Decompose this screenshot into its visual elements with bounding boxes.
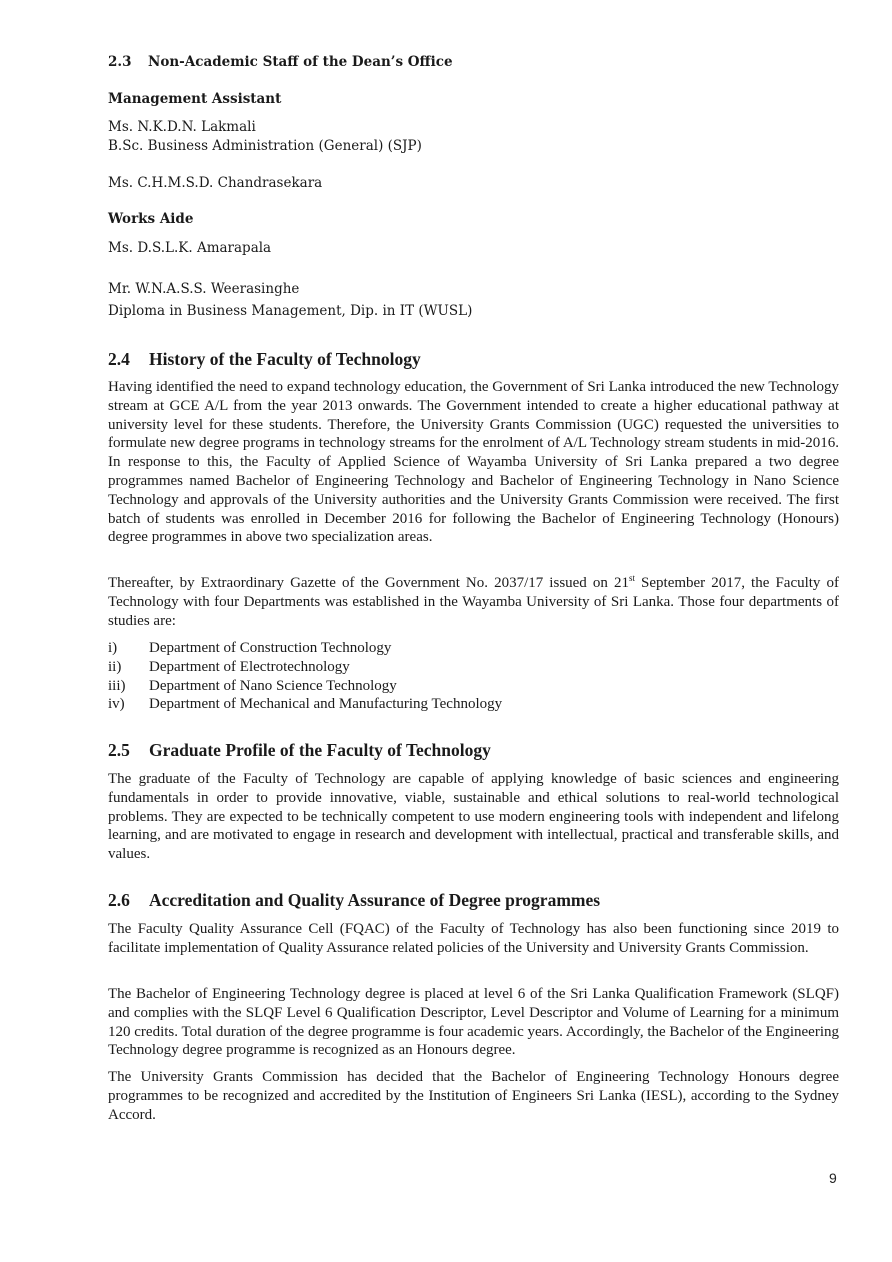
section-2-6-heading [108, 890, 839, 911]
section-2-4-heading [108, 349, 839, 370]
staff-name: Ms. D.S.L.K. Amarapala [108, 240, 272, 256]
section-title: Non-Academic Staff of the Dean’s Office [148, 54, 453, 70]
accreditation-paragraph-2: The Bachelor of Engineering Technology degree is placed at level 6 of the Sri Lanka Qualification Framework (SLQF) and complies with the SLQF Level 6 Qualification Descriptor, Level Descriptor and Volume of Learning for a minimum 120 credits. Total duration of the degree programme is four academic years. Accordingly, the Bachelor of the Engineering Technology degree programme is recognized as an Honours degree. [108, 986, 839, 1059]
section-title: Graduate Profile of the Faculty of Technology [149, 740, 491, 760]
list-item: iv) Department of Mechanical and Manufacturing Technology [108, 696, 503, 713]
history-paragraph-2: Thereafter, by Extraordinary Gazette of the Government No. 2037/17 issued on 21st September 2017, the Faculty of Technology with four Departments was established in the Wayamba University of Sri Lanka. Those four departments of studies are: [108, 573, 839, 629]
section-number: 2.3 [108, 54, 132, 70]
list-item: i) Department of Construction Technology [108, 640, 392, 656]
list-item: iii) Department of Nano Science Technology [108, 677, 397, 694]
staff-name: Ms. C.H.M.S.D. Chandrasekara [108, 175, 323, 191]
section-2-3-heading [108, 54, 839, 70]
staff-qualification: Diploma in Business Management, Dip. in IT (WUSL) [108, 303, 473, 319]
section-number: 2.4 [108, 349, 130, 369]
page-number: 9 [829, 1170, 837, 1186]
section-number: 2.5 [108, 740, 130, 760]
staff-qualification: B.Sc. Business Administration (General) (SJP) [108, 138, 422, 154]
section-title: History of the Faculty of Technology [149, 349, 421, 369]
history-paragraph-1: Having identified the need to expand technology education, the Government of Sri Lanka introduced the new Technology stream at GCE A/L from the year 2013 onwards. The Government intended to create a higher educational pathway at university level for these students. Therefore, the University Grants Commission (UGC) requested the universities to formulate new degree programs in technology streams for the enrolment of A/L Technology stream students in mid-2016. In response to this, the Faculty of Applied Science of Wayamba University of Sri Lanka prepared a two degree programmes named Bachelor of Engineering Technology and Bachelor of Engineering Technology in Nano Science Technology and approvals of the University authorities and the University Grants Commission were received. The first batch of students was enrolled in December 2016 for following the Bachelor of Engineering Technology (Honours) degree programmes in above two specialization areas. [108, 379, 839, 546]
role-heading-works-aide: Works Aide [108, 211, 194, 227]
accreditation-paragraph-1: The Faculty Quality Assurance Cell (FQAC) of the Faculty of Technology has also been functioning since 2019 to facilitate implementation of Quality Assurance related policies of the University and University Grants Commission. [108, 921, 839, 956]
list-item: ii) Department of Electrotechnology [108, 658, 350, 675]
section-title: Accreditation and Quality Assurance of Degree programmes [149, 890, 601, 910]
staff-name: Ms. N.K.D.N. Lakmali [108, 119, 256, 135]
section-number: 2.6 [108, 890, 130, 910]
section-2-5-heading [108, 740, 839, 761]
staff-name: Mr. W.N.A.S.S. Weerasinghe [108, 281, 300, 297]
departments-list [108, 639, 839, 714]
graduate-profile-paragraph: The graduate of the Faculty of Technology are capable of applying knowledge of basic sciences and engineering fundamentals in order to provide innovative, viable, sustainable and ethical solutions to real-world technological problems. They are expected to be technically competent to use modern engineering tools with independent and lifelong learning, and are motivated to engage in research and development with intellectual, practical and transferable skills, and values. [108, 771, 839, 863]
role-heading-management-assistant: Management Assistant [108, 91, 282, 107]
ordinal-suffix: st [628, 573, 635, 583]
accreditation-paragraph-3: The University Grants Commission has decided that the Bachelor of Engineering Technology Honours degree programmes to be recognized and accredited by the Institution of Engineers Sri Lanka (IESL), according to the Sydney Accord. [108, 1069, 839, 1123]
